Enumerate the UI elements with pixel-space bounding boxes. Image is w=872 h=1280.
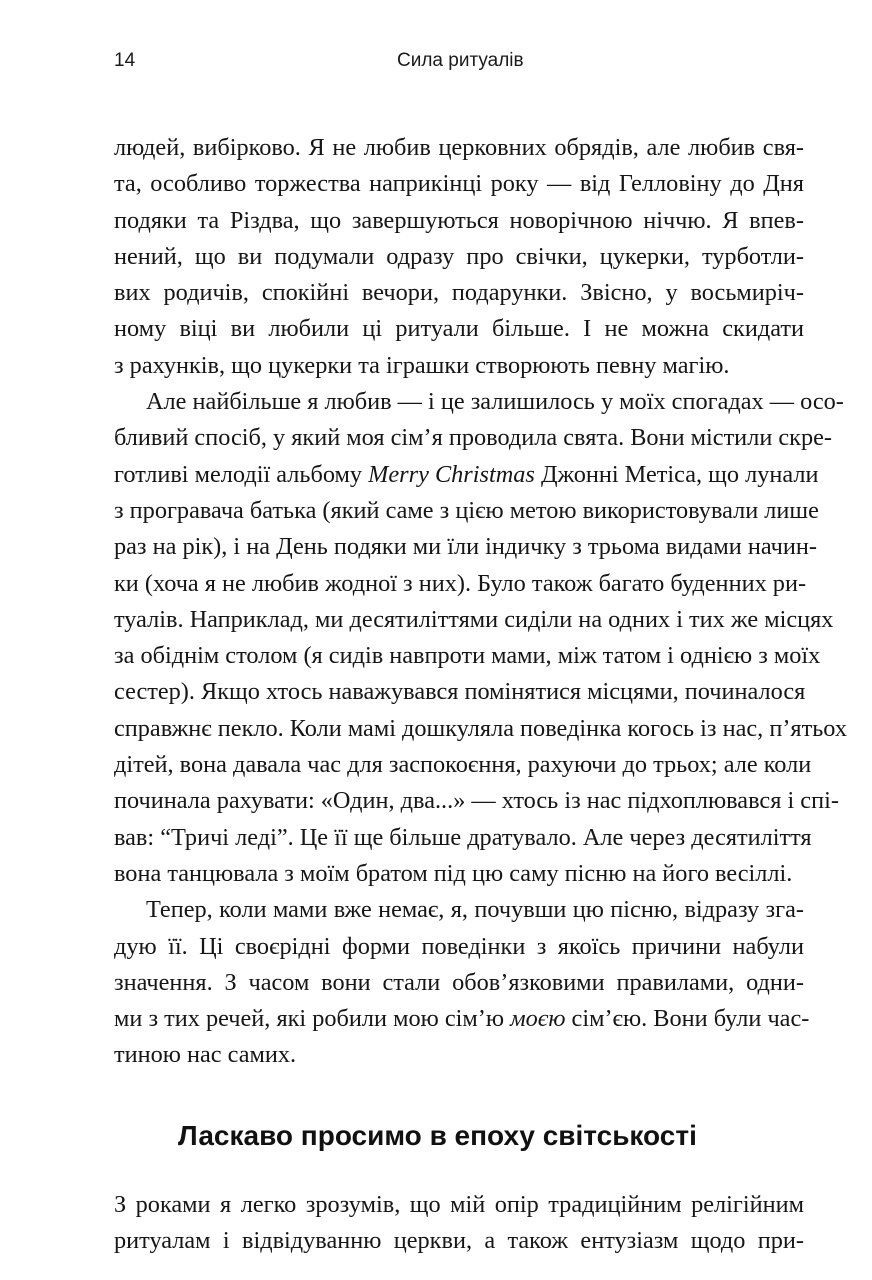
text-line: вона танцювала з моїм братом під цю саму пісню на його весіллі. (114, 859, 793, 887)
text-line: за обіднім столом (я сидів навпроти мами, між татом і однією з моїх (114, 642, 821, 670)
text-line: ки (хоча я не любив жодної з них). Було також багато буденних ри- (114, 569, 807, 597)
page-number: 14 (114, 50, 136, 71)
text-line (114, 1001, 810, 1037)
text-line: туалів. Наприклад, ми десятиліттями сиділи на одних і тих же місцях (114, 605, 834, 633)
running-title: Сила ритуалів (397, 50, 524, 71)
body-text-after-heading (114, 1187, 804, 1260)
text-line: Але найбільше я любив — і це залишилось у моїх спогадах — осо- (146, 388, 844, 416)
text-line (114, 457, 819, 493)
italic-word: моєю (510, 1005, 566, 1033)
text-line: подяки та Різдва, що завершуються новорічною ніччю. Я впев- (114, 206, 804, 234)
text-line: тиною нас самих. (114, 1041, 297, 1069)
text-line: справжнє пекло. Коли мамі дошкуляла поведінка когось із нас, п’ятьох (114, 714, 847, 742)
text-line: Тепер, коли мами вже немає, я, почувши цю пісню, відразу зга- (146, 896, 804, 924)
text-line: значення. З часом вони стали обов’язковими правилами, одни- (114, 968, 804, 996)
text-line: сестер). Якщо хтось наважувався помінятися місцями, починалося (114, 678, 806, 706)
text-line: вав: “Тричі леді”. Це її ще більше дратувало. Але через десятиліття (114, 823, 812, 851)
text-line: з програвача батька (який саме з цією метою використовували лише (114, 496, 819, 524)
text-line: починала рахувати: «Один, два...» — хтось із нас підхоплювався і спі- (114, 787, 839, 815)
page-header (114, 50, 814, 74)
body-text-main (114, 130, 847, 1074)
text-line: вих родичів, спокійні вечори, подарунки. Звісно, у восьмиріч- (114, 279, 804, 307)
text-line: бливий спосіб, у який моя сім’я проводила свята. Вони містили скре- (114, 424, 833, 452)
text-line: дітей, вона давала час для заспокоєння, рахуючи до трьох; але коли (114, 751, 812, 779)
text-line: людей, вибірково. Я не любив церковних обрядів, але любив свя- (114, 134, 804, 161)
text-run: ми з тих речей, які робили мою сім’ю (114, 1005, 511, 1033)
text-line: з рахунків, що цукерки та іграшки створюють певну магію. (114, 351, 730, 379)
text-line: та, особливо торжества наприкінці року — від Гелловіну до Дня (114, 170, 804, 198)
italic-title: Merry Christmas (368, 460, 535, 488)
text-line: ритуалам і відвідуванню церкви, а також ентузіазм щодо при- (114, 1227, 804, 1255)
text-line: нений, що ви подумали одразу про свічки, цукерки, турботли- (114, 242, 804, 270)
section-heading: Ласкаво просимо в епоху світськості (178, 1120, 697, 1151)
text-line: дую її. Ці своєрідні форми поведінки з якоїсь причини набули (114, 932, 804, 960)
text-line: раз на рік), і на День подяки ми їли індичку з трьома видами начин- (114, 533, 817, 561)
text-line: З роками я легко зрозумів, що мій опір традиційним релігійним (114, 1191, 804, 1218)
text-run: готливі мелодії альбому (114, 460, 369, 488)
text-line: ному віці ви любили ці ритуали більше. І не можна скидати (114, 315, 804, 343)
text-run: сім’єю. Вони були час- (565, 1005, 810, 1033)
text-run: Джонні Метіса, що лунали (534, 460, 819, 488)
